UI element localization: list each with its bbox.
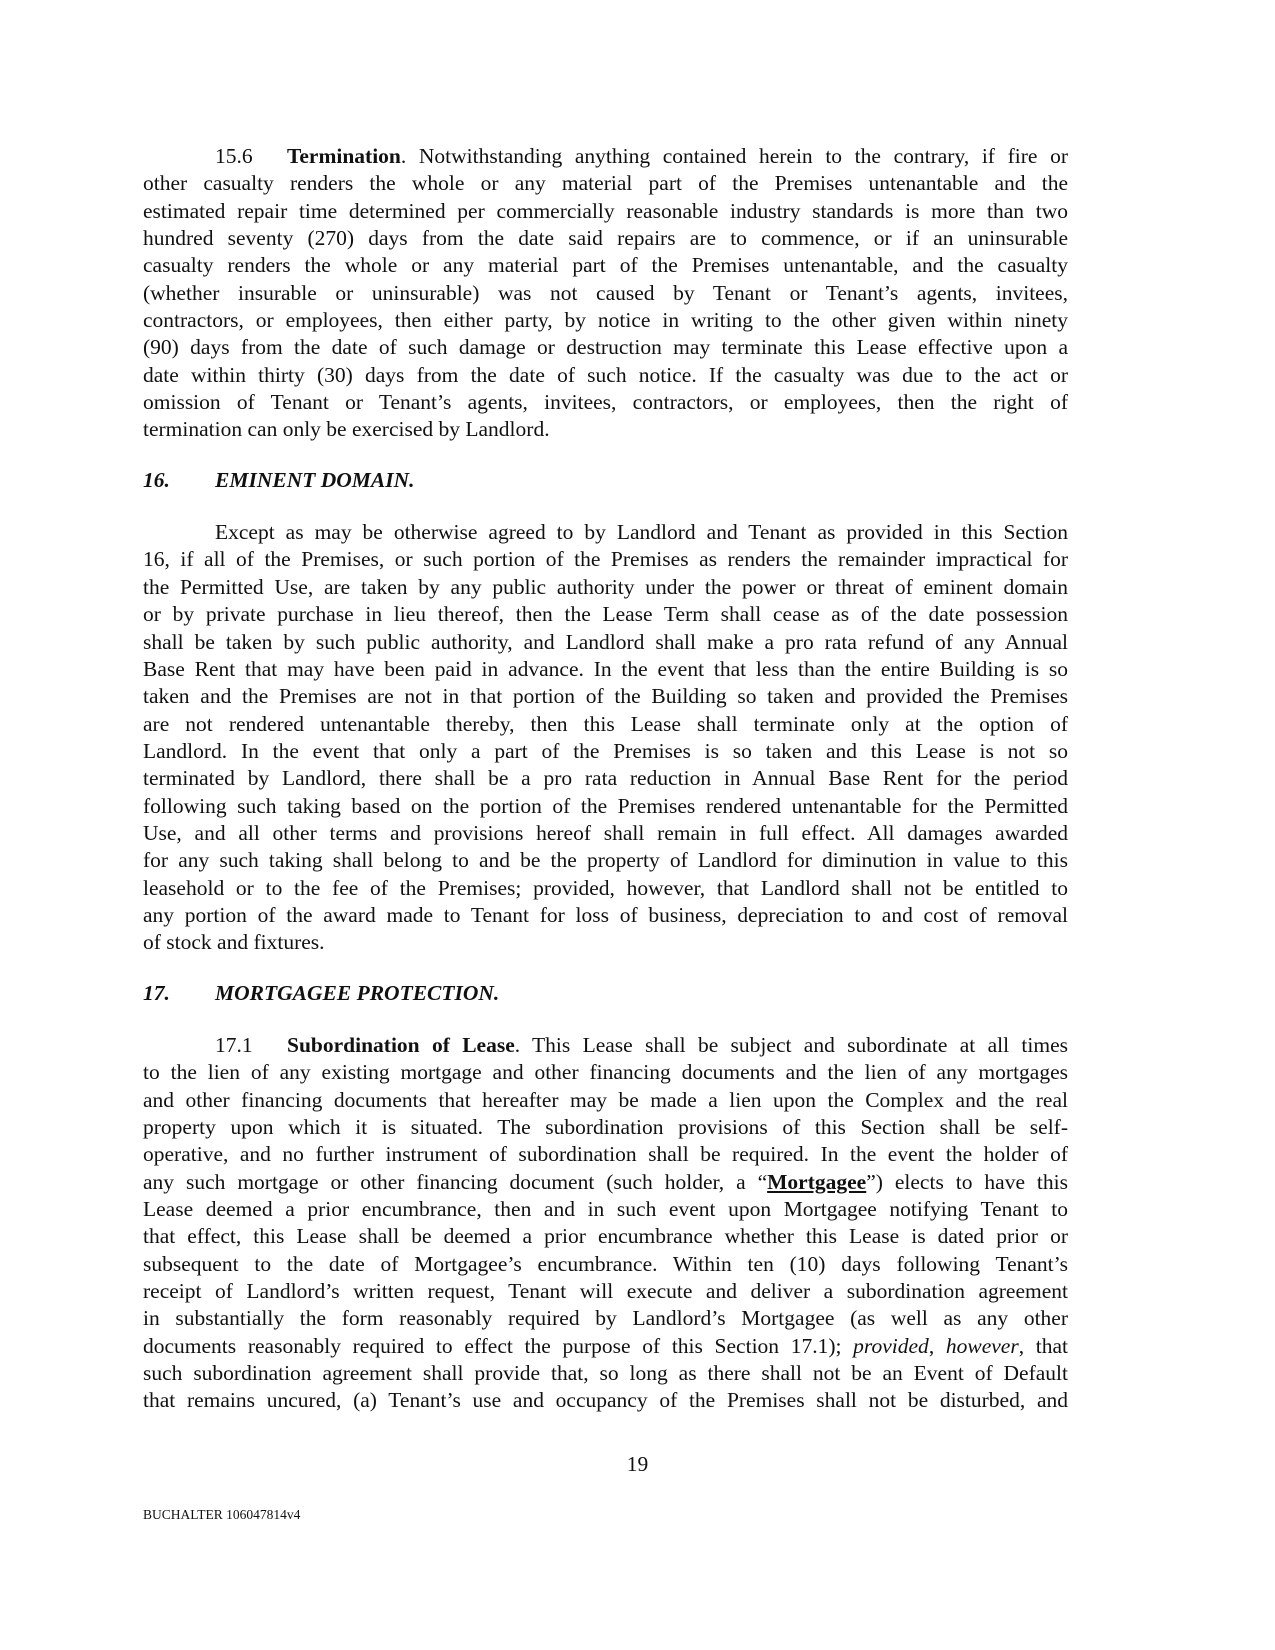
text-run: that effect, this Lease shall be deemed a prior encumbrance whether this Lease is dated prior or [143,1224,1068,1249]
text-line [143,1059,1068,1086]
text-run: leasehold or to the fee of the Premises; provided, however, that Landlord shall not be entitled to [143,875,1068,900]
text-line [143,574,1068,601]
text-run: date within thirty (30) days from the date of such notice. If the casualty was due to the act or [143,362,1068,387]
subsection-number: 15.6 [215,144,253,168]
text-line [143,1251,1068,1278]
text-run: , that [1018,1333,1069,1358]
section-heading [143,980,1068,1007]
text-line [143,1169,1068,1196]
text-line [143,225,1068,252]
text-line [143,793,1068,820]
text-run: ”) elects to have this [866,1169,1068,1194]
text-line [143,656,1068,683]
text-line [143,629,1068,656]
text-run: omission of Tenant or Tenant’s agents, invitees, contractors, or employees, then the right of [143,390,1068,415]
defined-term: Mortgagee [767,1169,867,1194]
text-run: estimated repair time determined per commercially reasonable industry standards is more than two [143,198,1068,223]
paragraph [143,1032,1068,1415]
subsection-title: Subordination of Lease [287,1032,515,1057]
text-run: hundred seventy (270) days from the date said repairs are to commence, or if an uninsurable [143,226,1068,251]
text-line [143,738,1068,765]
text-line [143,1360,1068,1387]
subsection-number: 17.1 [215,1032,253,1057]
text-run: receipt of Landlord’s written request, Tenant will execute and deliver a subordination agreement [143,1279,1068,1304]
text-line [143,334,1068,361]
text-line [143,847,1068,874]
text-run: of stock and fixtures. [143,930,325,955]
text-run: and other financing documents that hereafter may be made a lien upon the Complex and the real [143,1087,1068,1112]
text-run: Except as may be otherwise agreed to by Landlord and Tenant as provided in this Section [215,520,1068,545]
text-run: any portion of the award made to Tenant for loss of business, depreciation to and cost of removal [143,902,1068,927]
text-line [143,711,1068,738]
text-line [143,1387,1068,1414]
text-run: property upon which it is situated. The subordination provisions of this Section shall be self- [143,1115,1068,1139]
text-line [143,170,1068,197]
text-line [143,1032,1068,1059]
emphasis-text: provided [853,1333,929,1358]
paragraph [143,519,1068,957]
text-line [143,601,1068,628]
text-run: Lease deemed a prior encumbrance, then and in such event upon Mortgagee notifying Tenant to [143,1197,1068,1222]
text-line [143,389,1068,416]
text-line [143,546,1068,573]
text-run: terminated by Landlord, there shall be a pro rata reduction in Annual Base Rent for the period [143,766,1068,791]
text-run: shall be taken by such public authority, and Landlord shall make a pro rata refund of any Annual [143,629,1068,654]
text-line [143,416,1068,443]
text-run: following such taking based on the portion of the Premises rendered untenantable for the Permitted [143,793,1068,818]
text-run: to the lien of any existing mortgage and other financing documents and the lien of any mortgages [143,1060,1068,1085]
text-line [143,519,1068,546]
text-line [143,1333,1068,1360]
text-line [143,875,1068,902]
text-run: other casualty renders the whole or any material part of the Premises untenantable and the [143,171,1068,196]
text-run: Base Rent that may have been paid in advance. In the event that less than the entire Building is so [143,656,1068,681]
text-run: Use, and all other terms and provisions hereof shall remain in full effect. All damages awarded [143,820,1068,845]
section-number: 17. [143,980,170,1005]
text-line [143,198,1068,225]
text-run: (whether insurable or uninsurable) was not caused by Tenant or Tenant’s agents, invitees, [143,280,1068,305]
page-number: 19 [626,1452,649,1476]
text-run: casualty renders the whole or any material part of the Premises untenantable, and the casualty [143,253,1068,278]
text-line [143,683,1068,710]
text-line [143,143,1068,170]
document-body [143,143,1068,1415]
text-line [143,1278,1068,1305]
text-line [143,902,1068,929]
paragraph [143,143,1068,444]
emphasis-text: however [945,1333,1019,1358]
text-line [143,252,1068,279]
document-footer-id: BUCHALTER 106047814v4 [143,1507,301,1522]
text-line [143,1305,1068,1332]
text-run: 16, if all of the Premises, or such portion of the Premises as renders the remainder impractical for [143,547,1068,572]
section-title: EMINENT DOMAIN. [215,467,415,492]
text-run: termination can only be exercised by Landlord. [143,417,550,442]
text-run: that remains uncured, (a) Tenant’s use and occupancy of the Premises shall not be disturbed, and [143,1388,1068,1413]
text-run: (90) days from the date of such damage or destruction may terminate this Lease effective upon a [143,335,1068,360]
text-run: or by private purchase in lieu thereof, then the Lease Term shall cease as of the date possession [143,602,1068,627]
text-line [143,362,1068,389]
text-run: taken and the Premises are not in that portion of the Building so taken and provided the Premises [143,684,1068,709]
text-line [143,1087,1068,1114]
subsection-title: Termination [287,144,401,168]
text-run: operative, and no further instrument of subordination shall be required. In the event the holder of [143,1142,1068,1167]
text-run: in substantially the form reasonably required by Landlord’s Mortgagee (as well as any other [143,1306,1068,1331]
text-line [143,1223,1068,1250]
text-line [143,820,1068,847]
text-run: for any such taking shall belong to and be the property of Landlord for diminution in value to this [143,848,1068,873]
text-run: contractors, or employees, then either party, by notice in writing to the other given within ninety [143,308,1068,333]
text-run: . Notwithstanding anything contained herein to the contrary, if fire or [400,144,1068,168]
text-run: . This Lease shall be subject and subordinate at all times [514,1032,1068,1057]
text-line [143,1114,1068,1141]
text-line [143,307,1068,334]
section-number: 16. [143,467,170,492]
section-heading [143,467,1068,494]
text-line [143,929,1068,956]
text-run: are not rendered untenantable thereby, then this Lease shall terminate only at the option of [143,711,1068,736]
text-run: such subordination agreement shall provide that, so long as there shall not be an Event of Default [143,1361,1068,1386]
text-run: documents reasonably required to effect the purpose of this Section 17.1); [143,1333,854,1358]
text-run: the Permitted Use, are taken by any public authority under the power or threat of eminent domain [143,574,1068,599]
text-run: Landlord. In the event that only a part of the Premises is so taken and this Lease is not so [143,738,1068,763]
text-line [143,1141,1068,1168]
text-run: , [928,1333,946,1358]
text-line [143,1196,1068,1223]
text-line [143,765,1068,792]
text-run: any such mortgage or other financing document (such holder, a “ [143,1169,768,1194]
text-line [143,280,1068,307]
text-run: subsequent to the date of Mortgagee’s encumbrance. Within ten (10) days following Tenant’s [143,1251,1068,1276]
section-title: MORTGAGEE PROTECTION. [215,980,500,1005]
